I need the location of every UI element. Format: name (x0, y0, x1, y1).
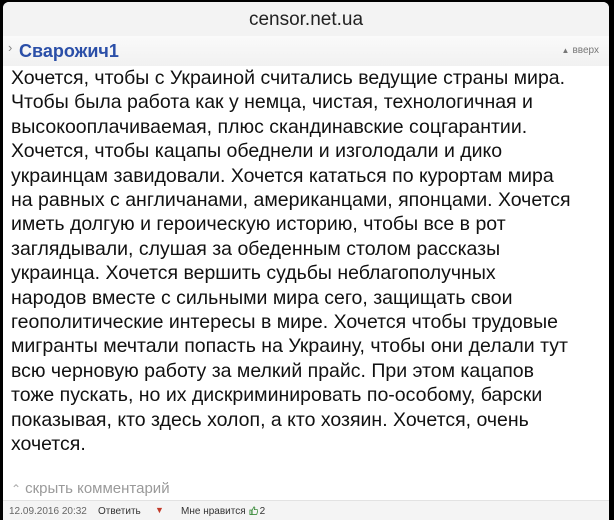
comment-text (11, 66, 601, 457)
comment-header (3, 36, 609, 66)
scroll-up-link[interactable] (562, 45, 599, 56)
hide-comment-label: скрыть комментарий (25, 480, 170, 497)
url-text: censor.net.ua (248, 9, 364, 30)
reply-button[interactable]: Ответить (98, 506, 141, 517)
comment-line: Чтобы была работа как у немца, чистая, технологичная и (11, 91, 533, 114)
comment-line: высокооплачиваемая, плюс скандинавские соцгарантии. (11, 115, 528, 138)
address-bar[interactable] (3, 2, 609, 37)
comment-line: хочется. (11, 433, 86, 456)
comment-line: Хочется, чтобы кацапы обеднели и изголодали и дико (11, 140, 503, 163)
comment-line: мигранты мечтали попасть на Украину, чтобы они делали тут (11, 335, 568, 358)
comment-line: геополитические интересы в мире. Хочется чтобы трудовые (11, 311, 558, 334)
chevron-right-icon: › (8, 40, 13, 55)
triangle-up-icon: ▲ (561, 46, 570, 55)
hide-comment-link[interactable] (11, 480, 170, 500)
caret-up-icon: ⌃ (11, 482, 22, 496)
comment-line: на равных с англичанами, американцами, японцами. Хочется (11, 189, 571, 212)
like-button[interactable] (181, 506, 265, 517)
browser-page (3, 2, 609, 520)
like-label: Мне нравится (181, 506, 246, 517)
comment-date: 12.09.2016 20:32 (9, 506, 87, 517)
comment-line: народов вместе с сильными мира сего, защищать свои (11, 286, 513, 309)
comment-author[interactable]: Сварожич1 (19, 41, 119, 61)
comment-line: иметь долгую и героическую историю, чтобы все в рот (11, 213, 506, 236)
comment-line: украинца. Хочется вершить судьбы неблагополучных (11, 262, 496, 285)
comment-line: украинцам завидовали. Хочется кататься по курортам мира (11, 164, 554, 187)
thumbs-up-icon (249, 506, 258, 515)
comment-line: заглядывали, слушая за обеденным столом рассказы (11, 237, 501, 260)
comment-line: всю черновую работу за мелкий прайс. При этом кацапов (11, 359, 535, 382)
comment-line: показывая, кто здесь холоп, а кто хозяин. Хочется, очень (11, 408, 529, 431)
comment-meta (3, 500, 609, 520)
comment-line: Хочется, чтобы с Украиной считались ведущие страны мира. (11, 67, 566, 89)
dropdown-caret-icon[interactable]: ▼ (155, 505, 164, 515)
scroll-up-label: вверх (572, 45, 599, 56)
like-count: 2 (259, 506, 266, 517)
comment-line: тоже пускать, но их дискриминировать по-особому, барски (11, 384, 543, 407)
